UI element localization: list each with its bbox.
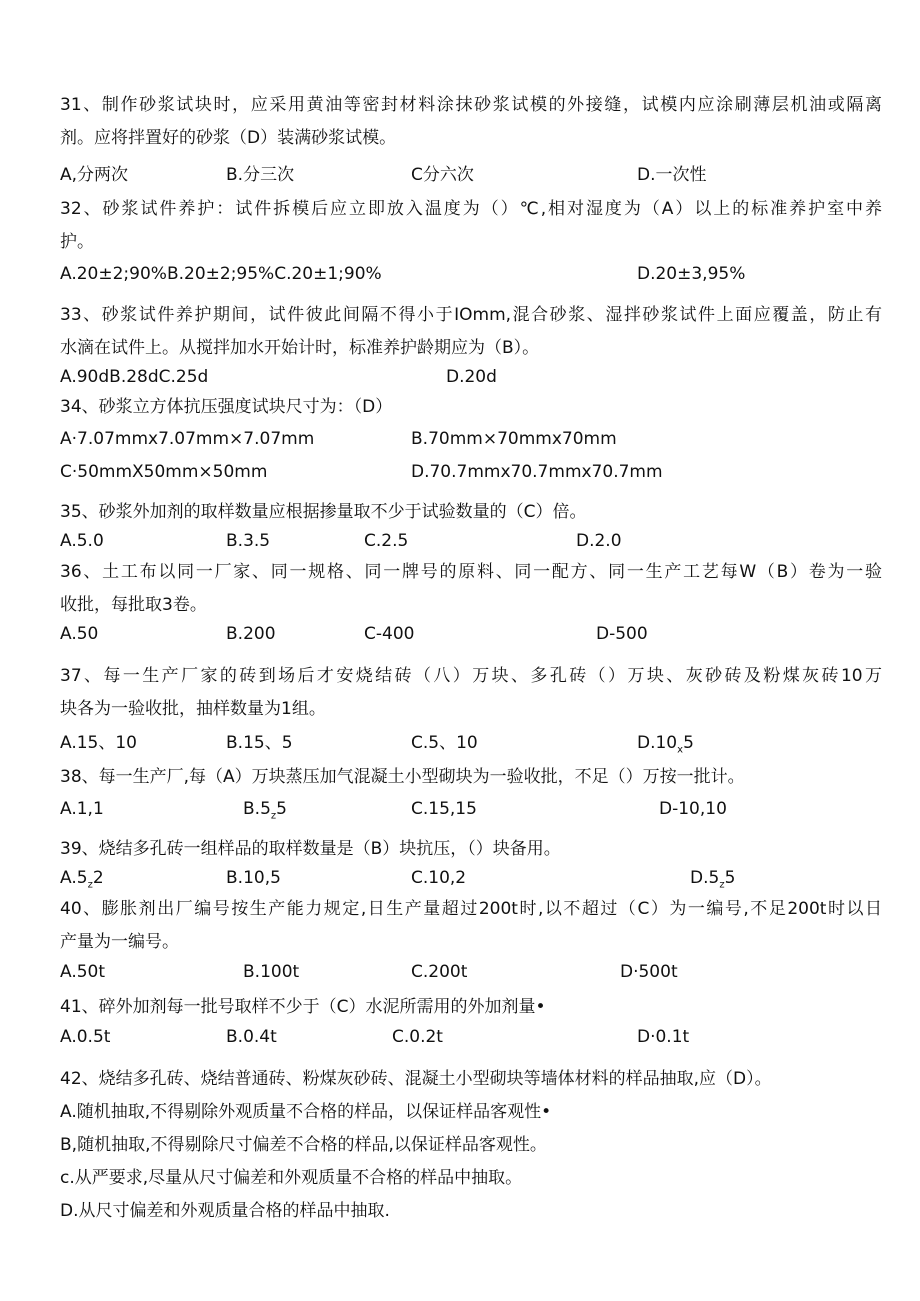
question-35-text: 35、砂浆外加剂的取样数量应根据掺量取不少于试验数量的（C）倍。 bbox=[60, 502, 587, 522]
q42-option-d: D.从尺寸偏差和外观质量合格的样品中抽取. bbox=[60, 1201, 390, 1221]
q40-option-c: C.200t bbox=[411, 962, 468, 982]
question-33-text: 33、砂浆试件养护期间，试件彼此间隔不得小于IOmm,混合砂浆、湿拌砂浆试件上面应覆盖，防止有 bbox=[60, 305, 882, 325]
question-32-text: 32、砂浆试件养护：试件拆模后应立即放入温度为（）℃,相对湿度为（A）以上的标准养护室中养 bbox=[60, 199, 882, 219]
q31-option-b: B.分三次 bbox=[226, 165, 295, 185]
question-37-text-cont: 块各为一验收批，抽样数量为1组。 bbox=[60, 699, 326, 719]
q38-option-c: C.15,15 bbox=[411, 799, 477, 819]
q39-option-c: C.10,2 bbox=[411, 868, 467, 888]
q40-option-a: A.50t bbox=[60, 962, 106, 982]
question-31-text: 31、制作砂浆试块时，应采用黄油等密封材料涂抹砂浆试模的外接缝，试模内应涂刷薄层机油或隔离 bbox=[60, 95, 882, 115]
q41-option-a: A.0.5t bbox=[60, 1027, 111, 1047]
q31-option-d: D.一次性 bbox=[637, 165, 707, 185]
q39-option-b: B.10,5 bbox=[226, 868, 281, 888]
q39-option-d: $D.5_z5$ bbox=[690, 868, 736, 891]
q34-option-b: B.70mm×70mmx70mm bbox=[411, 429, 617, 449]
q37-option-c: C.5、10 bbox=[411, 733, 478, 753]
q42-option-b: B,随机抽取,不得剔除尺寸偏差不合格的样品,以保证样品客观性。 bbox=[60, 1135, 547, 1155]
q31-option-c: C分六次 bbox=[411, 165, 474, 185]
q33-options-abc: A.90dB.28dC.25d bbox=[60, 367, 209, 387]
q38-option-a: A.1,1 bbox=[60, 799, 104, 819]
question-37-text: 37、每一生产厂家的砖到场后才安烧结砖（八）万块、多孔砖（）万块、灰砂砖及粉煤灰砖10万 bbox=[60, 666, 882, 686]
question-40-text-cont: 产量为一编号。 bbox=[60, 932, 179, 952]
question-38-text: 38、每一生产厂,每（A）万块蒸压加气混凝土小型砌块为一验收批，不足（）万按一批计。 bbox=[60, 767, 745, 787]
q34-option-a: A·7.07mmx7.07mm×7.07mm bbox=[60, 429, 315, 449]
q37-option-d: $D.10_x5$ bbox=[637, 733, 694, 756]
question-39-text: 39、烧结多孔砖一组样品的取样数量是（B）块抗压，（）块备用。 bbox=[60, 839, 561, 859]
q34-option-d: D.70.7mmx70.7mmx70.7mm bbox=[411, 462, 663, 482]
q41-option-c: C.0.2t bbox=[392, 1027, 443, 1047]
q32-option-d: D.20±3,95% bbox=[637, 264, 746, 284]
q39-option-a: $A.5_z2$ bbox=[60, 868, 104, 891]
question-33-text-cont: 水滴在试件上。从搅拌加水开始计时，标准养护龄期应为（B）。 bbox=[60, 338, 540, 358]
q37-option-a: A.15、10 bbox=[60, 733, 137, 753]
q33-option-d: D.20d bbox=[446, 367, 497, 387]
q41-option-d: D·0.1t bbox=[637, 1027, 690, 1047]
question-31-text-cont: 剂。应将拌置好的砂浆（D）装满砂浆试模。 bbox=[60, 128, 397, 148]
q34-option-c: C·50mmX50mm×50mm bbox=[60, 462, 268, 482]
q35-option-c: C.2.5 bbox=[364, 531, 409, 551]
q41-option-b: B.0.4t bbox=[226, 1027, 277, 1047]
question-34-text: 34、砂浆立方体抗压强度试块尺寸为：（D） bbox=[60, 397, 393, 417]
q37-option-b: B.15、5 bbox=[226, 733, 293, 753]
q36-option-d: D-500 bbox=[596, 624, 648, 644]
q31-option-a: A,分两次 bbox=[60, 165, 129, 185]
q38-option-d: D-10,10 bbox=[659, 799, 727, 819]
question-36-text-cont: 收批，每批取3卷。 bbox=[60, 595, 207, 615]
question-42-text: 42、烧结多孔砖、烧结普通砖、粉煤灰砂砖、混凝土小型砌块等墙体材料的样品抽取,应（D）。 bbox=[60, 1069, 772, 1089]
q35-option-d: D.2.0 bbox=[576, 531, 622, 551]
q42-option-a: A.随机抽取,不得剔除外观质量不合格的样品，以保证样品客观性• bbox=[60, 1102, 552, 1122]
q42-option-c: c.从严要求,尽量从尺寸偏差和外观质量不合格的样品中抽取。 bbox=[60, 1168, 523, 1188]
question-41-text: 41、碎外加剂每一批号取样不少于（C）水泥所需用的外加剂量• bbox=[60, 997, 546, 1017]
q40-option-d: D·500t bbox=[620, 962, 678, 982]
q40-option-b: B.100t bbox=[243, 962, 300, 982]
question-40-text: 40、膨胀剂出厂编号按生产能力规定,日生产量超过200t时,以不超过（C）为一编号,不足200t时以日 bbox=[60, 899, 882, 919]
q35-option-b: B.3.5 bbox=[226, 531, 271, 551]
q32-options-abc: A.20±2;90%B.20±2;95%C.20±1;90% bbox=[60, 264, 382, 284]
q35-option-a: A.5.0 bbox=[60, 531, 104, 551]
q36-option-c: C-400 bbox=[364, 624, 415, 644]
question-32-text-cont: 护。 bbox=[60, 232, 94, 252]
q36-option-b: B.200 bbox=[226, 624, 276, 644]
q36-option-a: A.50 bbox=[60, 624, 99, 644]
question-36-text: 36、土工布以同一厂家、同一规格、同一牌号的原料、同一配方、同一生产工艺每W（B）卷为一验 bbox=[60, 562, 882, 582]
q38-option-b: $B.5_z5$ bbox=[243, 799, 287, 822]
